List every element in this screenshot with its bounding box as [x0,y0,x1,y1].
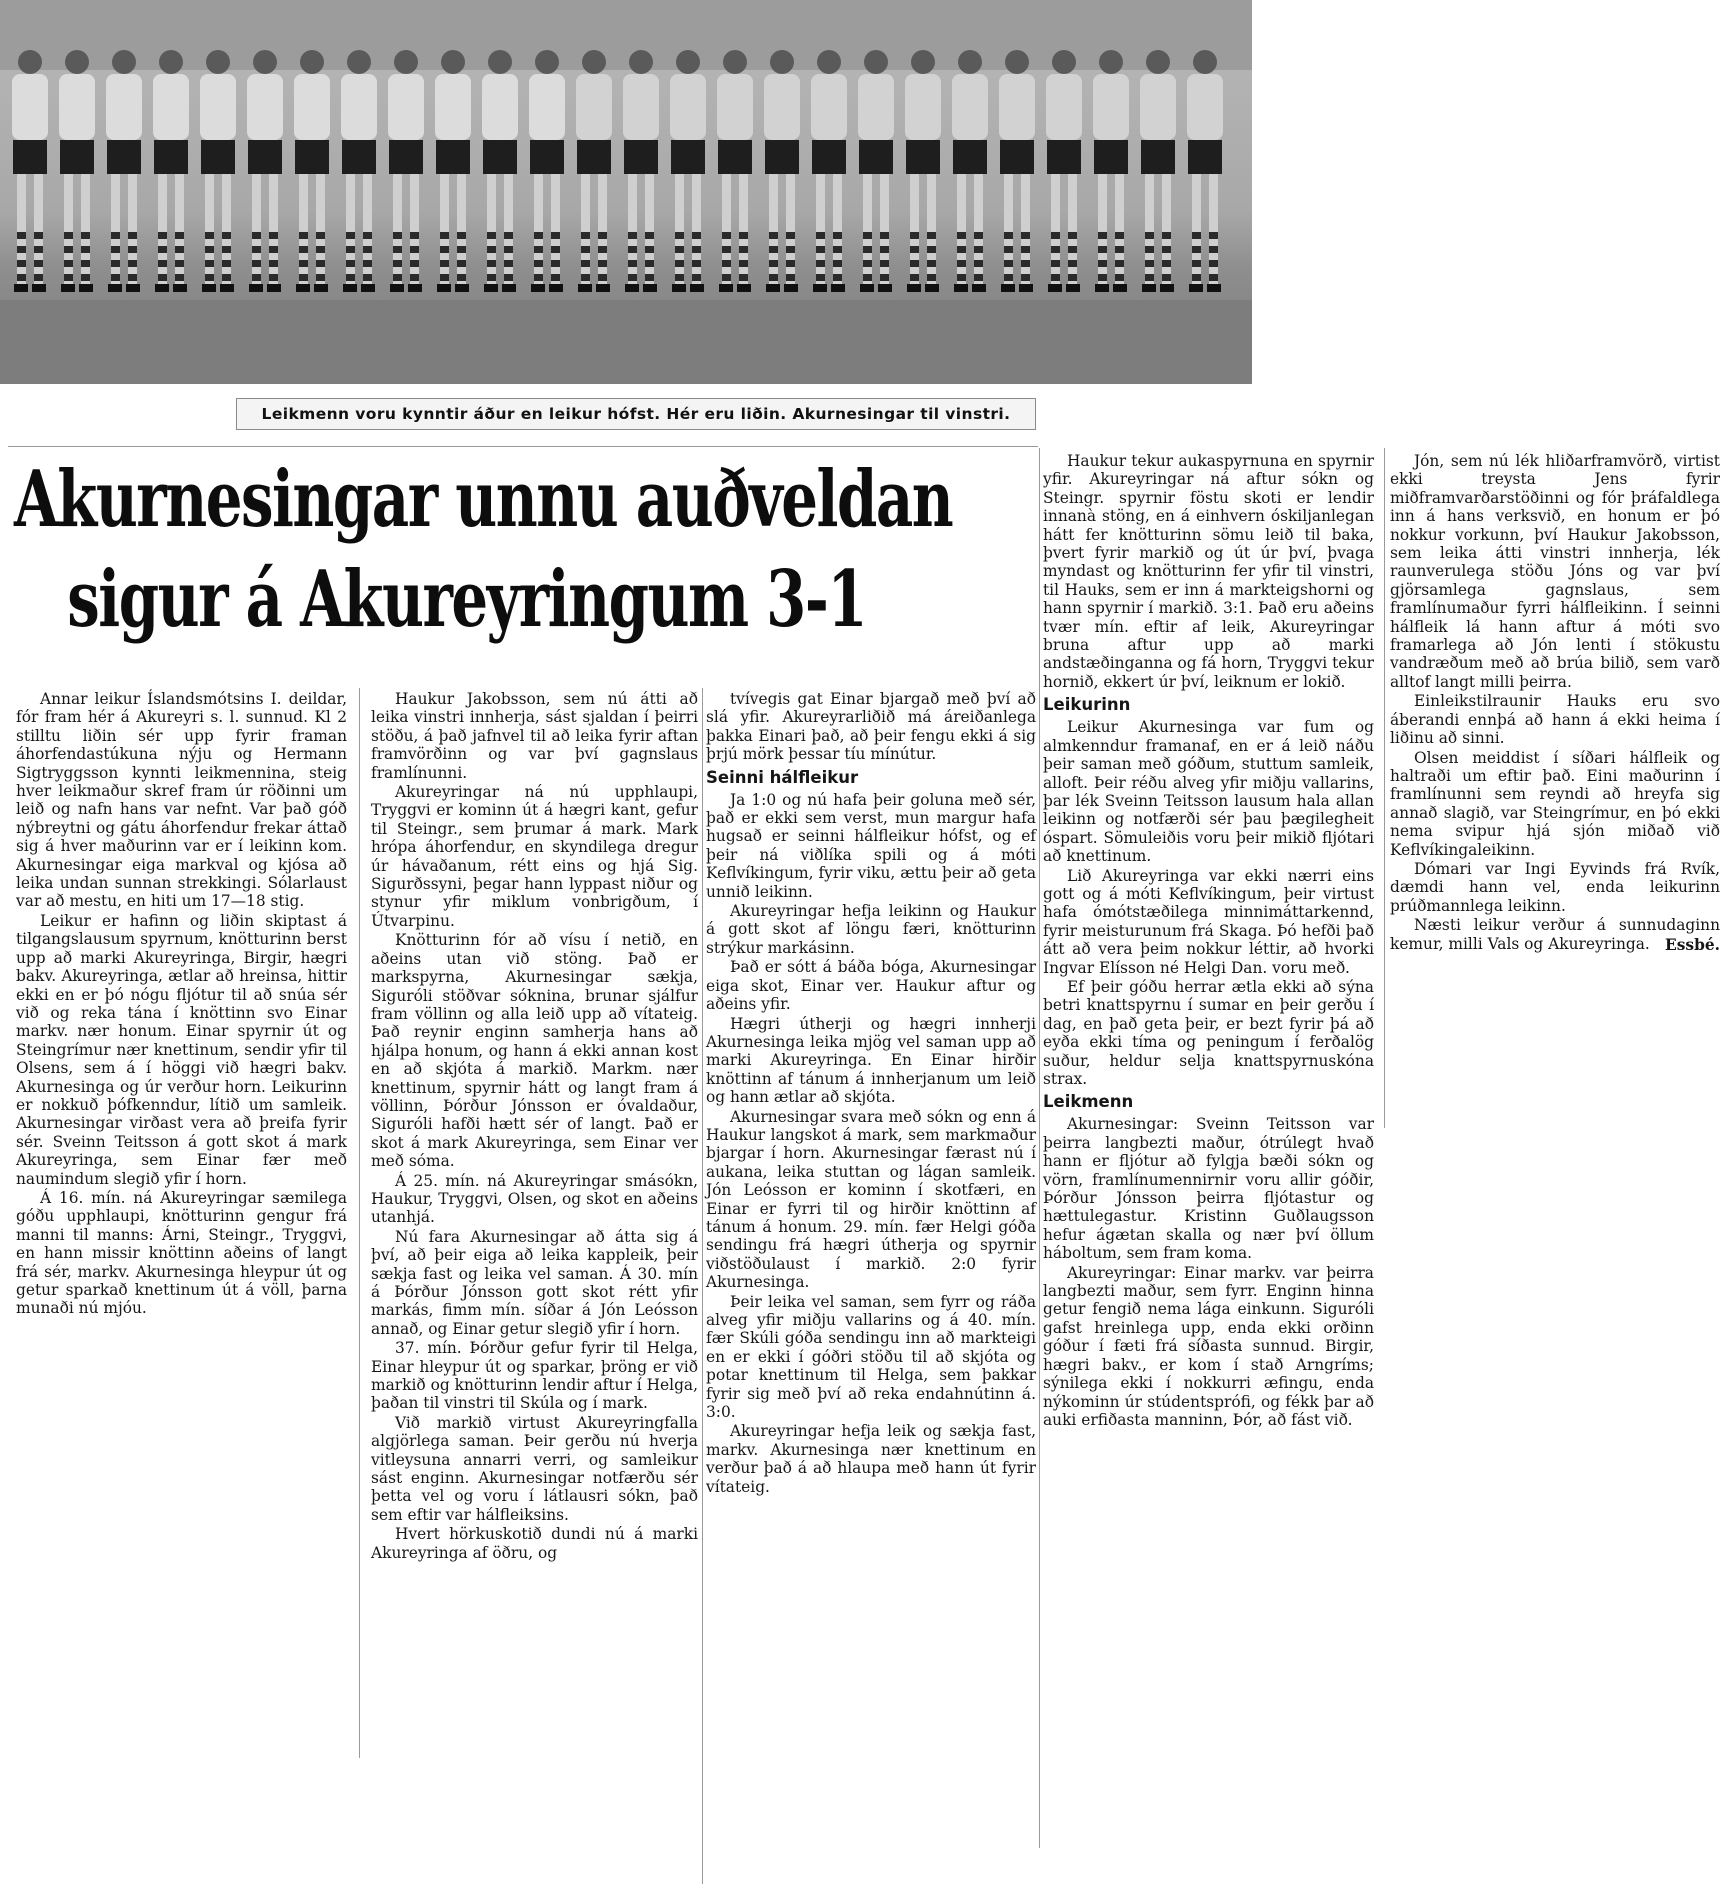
players-silhouettes [0,0,1252,384]
paragraph: Akureyringar ná nú upphlaupi, Tryggvi er kominn út á hægri kant, gefur til Steingr., sem þrumar á mark. Mark hrópa áhorfendur, en skyndilega dregur úr hávaðanum, rétt eins og hjá Sig. Sigurðssyni, þegar hann lyppast niður og stynur yfir miklum vonbrigðum, í Útvarpinu. [371,783,698,930]
column-rule-1 [359,688,360,1758]
paragraph: Akurnesingar svara með sókn og enn á Haukur langskot á mark, sem markmaður bjargar í horn. Akurnesingar færast nú í aukana, leika stuttan og lágan samleik. Jón Leósson er kominn í skotfæri, en Einar er fyrri til og hirðir knöttinn af tánum á honum. 29. mín. fær Helgi góða sendingu frá hægri útherja og spyrnir viðstöðulaust í markið. 2:0 fyrir Akurnesinga. [706,1107,1036,1292]
player-figure [999,50,1035,292]
player-figure [388,50,424,292]
article-column-3 [706,690,1036,1497]
player-figure [153,50,189,292]
paragraph: tvívegis gat Einar bjargað með því að slá yfir. Akureyrarliðið má áreiðanlega þakka Einari það, að þeir fengu ekki á sig þrjú mörk þessar tíu mínútur. [706,690,1036,764]
paragraph: Það er sótt á báða bóga, Akurnesingar eiga skot, Einar ver. Haukur aftur og aðeins yfir. [706,958,1036,1014]
paragraph: Nú fara Akurnesingar að átta sig á því, að þeir eiga að leika kappleik, þeir sækja fast og leika vel saman. Á 30. mín á Þórður Jónsson gott skot rétt yfir markás, fimm mín. síðar á Jón Leósson annað, og Einar getur slegið yfir í horn. [371,1227,698,1338]
player-figure [294,50,330,292]
paragraph: Á 16. mín. ná Akureyringar sæmilega góðu upphlaupi, knötturinn gengur frá manni til manns: Árni, Steingr., Tryggvi, en hann missir knöttinn aðeins of langt frá sér, markv. Akurnesinga hleypur út og getur sparkað knettinum út á völl, þarna munaði nú mjóu. [16,1188,347,1318]
paragraph: Hvert hörkuskotið dundi nú á marki Akureyringa af öðru, og [371,1525,698,1562]
paragraph: Akureyringar: Einar markv. var þeirra langbezti maður, sem fyrr. Enginn hinna getur fengið nema lága einkunn. Siguróli gafst hreinlega upp, enda ekki orðinn góður í fæti frá síðasta sunnud. Birgir, hægri bakv., er kom í stað Arngríms; sýnilega ekki í nokkurri æfingu, enda nýkominn úr stúdentsprófi, og fékk þar að auki erfiðasta manninn, Þór, að fást við. [1043,1263,1374,1429]
article-column-5 [1390,452,1720,954]
player-figure [1187,50,1223,292]
paragraph: Haukur tekur aukaspyrnuna en spyrnir yfir. Akureyringar ná aftur sókn og Steingr. spyrnir föstu skoti er lendir innanà stöng, en á einhvern óskiljanlegan hátt fer knötturinn sömu leið til baka, þvert fyrir markið og út úr því, þvaga myndast og knötturinn fer yfir til vinstri, til Hauks, sem er inn á markteigshorni og hann spyrnir í markið. 3:1. Það eru aðeins tvær mín. eftir af leik, Akureyringar bruna aftur upp að marki andstæðinganna og fá horn, Tryggvi tekur hornið, ekkert úr því, leiknum er lokið. [1043,452,1374,691]
paragraph: Lið Akureyringa var ekki nærri eins gott og á móti Keflvíkingum, þeir virtust hafa ómótstæðilega minnimáttarkennd, fyrir meisturunum frá Skaga. Þó hefði það átt að vera þeim nokkur léttir, að hvorki Ingvar Elísson né Helgi Dan. voru með. [1043,866,1374,977]
player-figure [200,50,236,292]
player-figure [717,50,753,292]
paragraph: Dómari var Ingi Eyvinds frá Rvík, dæmdi hann vel, enda leikurinn prúðmannlega leikinn. [1390,859,1720,915]
player-figure [623,50,659,292]
byline-signature: Essbé. [1665,935,1720,954]
subheading-second-half: Seinni hálfleikur [706,767,859,787]
article-column-4 [1043,452,1374,1430]
pitch [0,300,1252,384]
subheading-the-game: Leikurinn [1043,695,1131,715]
player-figure [59,50,95,292]
player-figure [858,50,894,292]
paragraph: 37. mín. Þórður gefur fyrir til Helga, Einar hleypur út og sparkar, þröng er við markið og knötturinn lendir aftur í Helga, þaðan til vinstri til Skúla og í mark. [371,1339,698,1413]
player-figure [952,50,988,292]
player-figure [764,50,800,292]
headline [14,450,953,650]
player-figure [670,50,706,292]
paragraph: Einleikstilraunir Hauks eru svo áberandi ennþá að hann á ekki heima í liðinu að sinni. [1390,692,1720,748]
paragraph: Hægri útherji og hægri innherji Akurnesinga leika mjög vel saman upp að marki Akureyringa. En Einar hirðir knöttinn af tánum á innherjanum um leið og hann ætlar að skjóta. [706,1014,1036,1107]
column-rule-2 [702,688,703,1884]
team-lineup-photo [0,0,1252,384]
player-figure [12,50,48,292]
paragraph: Næsti leikur verður á sunnudaginn kemur, milli Vals og Akureyringa. [1390,916,1720,953]
paragraph: Jón, sem nú lék hliðarframvörð, virtist ekki treysta Jens fyrir miðframvarðarstöðinni og fór þráfaldlega inn á hans verksvið, en honum er þó nokkur vorkunn, því Haukur Jakobsson, sem leika átti vinstri innherja, lék raunverulega stöðu Jóns og var því gjörsamlega gagnslaus, sem framlínumaður fyrri hálfleikinn. Í seinni hálfleik lá hann aftur á móti svo framarlega að Jón lenti í stökustu vandræðum með að brúa bilið, sem varð alltof langt milli þeirra. [1390,452,1720,691]
player-figure [1093,50,1129,292]
photo-caption: Leikmenn voru kynntir áður en leikur hófst. Hér eru liðin. Akurnesingar til vinstri. [236,398,1036,430]
paragraph: Akurnesingar: Sveinn Teitsson var þeirra langbezti maður, ótrúlegt hvað hann er fljótur að fylgja bæði sókn og vörn, framlínumennirnir voru allir góðir, Þórður Jónsson þeirra fljótastur og hættulegastur. Kristinn Guðlaugsson hefur ágætan skalla og nær því öllum háboltum, sem fram koma. [1043,1115,1374,1263]
paragraph: Haukur Jakobsson, sem nú átti að leika vinstri innherja, sást sjaldan í þeirri stöðu, á það jafnvel til að leika fyrir aftan framvörðinn og var því gagnslaus framlínunni. [371,690,698,782]
player-figure [529,50,565,292]
player-figure [1140,50,1176,292]
paragraph: Ef þeir góðu herrar ætla ekki að sýna betri knattspyrnu í sumar en þeir gerðu í dag, en það geta þeir, er bezt fyrir þá að eyða ekki tíma og peningum í ferðalög suður, heldur selja knattspyrnuskóna strax. [1043,977,1374,1088]
article-column-2 [371,690,698,1563]
player-figure [482,50,518,292]
paragraph: Akureyringar hefja leik og sækja fast, markv. Akurnesinga nær knettinum en verður það á að hlaupa með hann út fyrir vítateig. [706,1422,1036,1496]
paragraph: Á 25. mín. ná Akureyringar smásókn, Haukur, Tryggvi, Olsen, og skot en aðeins utanhjá. [371,1171,698,1227]
paragraph: Annar leikur Íslandsmótsins I. deildar, fór fram hér á Akureyri s. l. sunnud. Kl 2 stilltu liðin sér upp fyrir framan áhorfendastúkuna nýju og Hermann Sigtryggsson kynnti leikmennina, steig hver leikmaður skref fram úr röðinni um leið og nafn hans var nefnt. Var það góð nýbreytni og gátu áhorfendur frekar áttað sig á hver maðurinn var er í leikinn kom. Akurnesingar eiga markval og kjósa að leika undan sunnan strekkingi. Sólarlaust var að mestu, en hiti um 17—18 stig. [16,690,347,911]
player-figure [905,50,941,292]
paragraph: Við markið virtust Akureyringfalla algjörlega saman. Þeir gerðu nú hverja vitleysuna annarri verri, og samleikur sást enginn. Akurnesingar notfærðu sér þetta vel og voru í látlausri sókn, það sem eftir var hálfleiksins. [371,1413,698,1524]
paragraph: Ja 1:0 og nú hafa þeir goluna með sér, það er ekki sem verst, mun margur hafa hugsað er seinni hálfleikur hófst, og ef þeir ná viðlíka spili og á móti Keflvíkingum, fyrir viku, ættu þeir að geta unnið leikinn. [706,790,1036,901]
headline-line-2: sigur á Akureyringum 3-1 [67,554,866,645]
headline-line-1: Akurnesingar unnu auðveldan [14,454,953,545]
paragraph: Olsen meiddist í síðari hálfleik og haltraði um eftir það. Eini maðurinn í framlínunni sem reyndi að hreyfa sig annað slagið, var Steingrímur, en þó ekki nema svipur hjá sjón miðað við Keflvíkingaleikinn. [1390,748,1720,859]
player-figure [1046,50,1082,292]
paragraph: Akureyringar hefja leikinn og Haukur á gott skot af löngu færi, knötturinn strýkur markásinn. [706,902,1036,957]
headline-top-rule [8,446,1038,447]
player-figure [576,50,612,292]
subheading-players: Leikmenn [1043,1092,1134,1112]
paragraph: Leikur er hafinn og liðin skiptast á tilgangslausum spyrnum, knötturinn berst upp að marki Akureyringa, Birgir, hægri bakv. Akureyringa, ætlar að hreinsa, hittir ekki en er þó nógu fljótur til að snúa sér við og reka tána í knöttinn svo Einar markv. nær honum. Einar spyrnir út og Steingrímur nær knettinum, sendir yfir til Olsens, sem á í höggi við hægri bakv. Akurnesinga og úr verður horn. Leikurinn er nokkuð þófkenndur, lítið um samleik. Akurnesingar virðast vera að þreifa fyrir sér. Sveinn Teitsson á gott skot á mark Akureyringa, sem Einar fær með naumindum slegið yfir í horn. [16,911,347,1188]
player-figure [435,50,471,292]
paragraph: Knötturinn fór að vísu í netið, en aðeins utan við stöng. Það er markspyrna, Akurnesingar sækja, Siguróli stöðvar sóknina, brunar sjálfur fram völlinn og alla leið upp að vítateig. Það reynir enginn samherja hans að hjálpa honum, og hann á ekki annan kost en að skjóta á markið. Markm. nær knettinum, spyrnir hátt og langt fram á völlinn, Þórður Jónsson er óvaldaður, Siguróli hafði hætt sér of langt. Það er skot á mark Akureyringa, sem Einar ver með sóma. [371,931,698,1171]
column-rule-4 [1384,448,1385,1128]
column-rule-3 [1039,448,1040,1848]
article-column-1 [16,690,347,1319]
paragraph: Leikur Akurnesinga var fum og almkenndur framanaf, en er á leið náðu þeir saman með góðum, stuttum samleik, alloft. Þeir réðu alveg yfir miðju vallarins, þar lék Sveinn Teitsson lausum hala allan leikinn og notfærði sér þau þægilegheit óspart. Sömuleiðis voru þeir mikið fljótari að knettinum. [1043,718,1374,866]
player-figure [247,50,283,292]
player-figure [341,50,377,292]
player-figure [106,50,142,292]
paragraph: Þeir leika vel saman, sem fyrr og ráða alveg yfir miðju vallarins og á 40. mín. fær Skúli góða sendingu inn að markteigi en er ekki í góðri stöðu til að skjóta og potar knettinum til Helga, sem þakkar fyrir sig með því að reka endahnútinn á. 3:0. [706,1292,1036,1422]
player-figure [811,50,847,292]
